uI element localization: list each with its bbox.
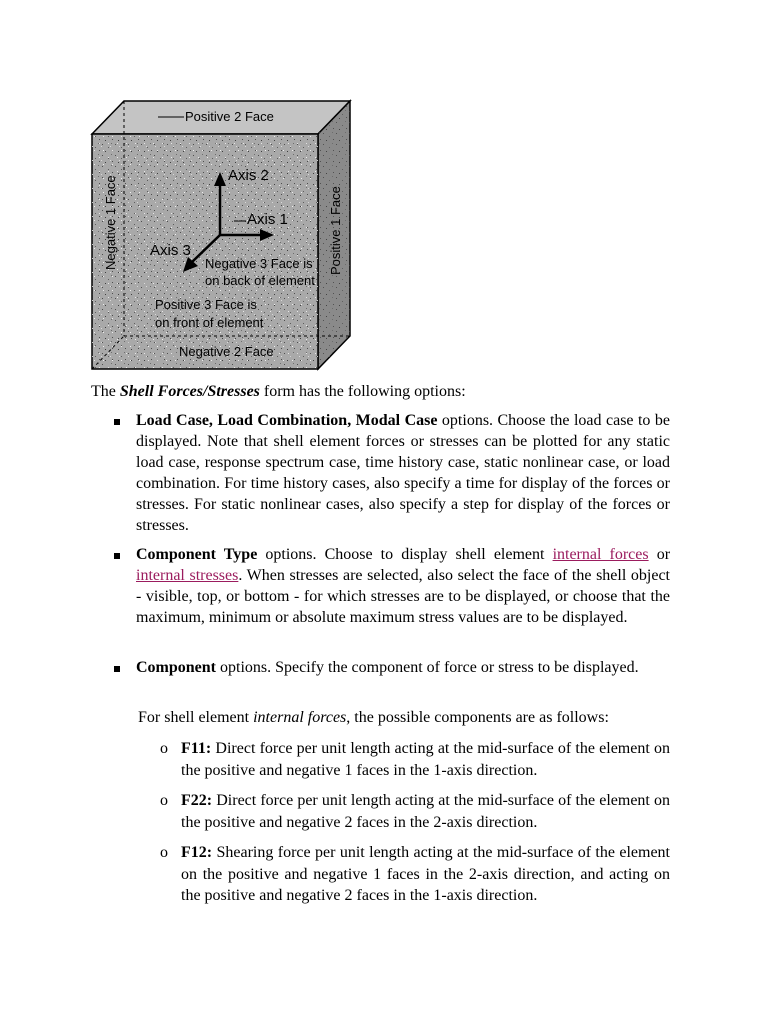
bullet-marker — [114, 553, 120, 559]
bullet-component: Component options. Specify the component of force or stress to be displayed. — [114, 657, 670, 678]
component-f12: o F12: Shearing force per unit length acting at the mid-surface of the element on the positive and negative 1 faces in the 2-axis direction, and acting on the positive and negative 2 faces in the 1-axis direction. — [160, 844, 670, 904]
negative-3-face-note-line2: on back of element — [205, 273, 315, 288]
component-name: F12: — [181, 844, 213, 861]
positive-1-face-label: Positive 1 Face — [328, 186, 343, 275]
negative-3-face-note-line1: Negative 3 Face is — [205, 256, 313, 271]
bullet-component-type: Component Type options. Choose to display shell element internal forces or internal stresses. When stresses are selected, also select the face of the shell object - visible, top, or bottom - for which stresses are to be displayed, or choose that the maximum, minimum or absolute maximum stress values are to be displayed. — [114, 544, 670, 628]
negative-2-face-label: Negative 2 Face — [179, 344, 274, 359]
bullet-title: Load Case, Load Combination, Modal Case — [136, 412, 438, 429]
form-name: Shell Forces/Stresses — [119, 383, 260, 400]
bullet-title: Component Type — [136, 546, 258, 563]
positive-3-face-note-line1: Positive 3 Face is — [155, 297, 257, 312]
internal-stresses-link[interactable]: internal stresses — [136, 567, 239, 584]
form-intro: The Shell Forces/Stresses form has the following options: — [91, 383, 466, 400]
axis-3-label: Axis 3 — [150, 242, 191, 259]
shell-element-diagram — [88, 98, 354, 372]
bullet-marker — [114, 419, 120, 425]
sub-bullet-marker: o — [160, 792, 168, 809]
bullet-title: Component — [136, 659, 217, 676]
positive-3-face-note-line2: on front of element — [155, 315, 264, 330]
internal-forces-link[interactable]: internal forces — [552, 546, 649, 563]
component-f11: o F11: Direct force per unit length acting at the mid-surface of the element on the positive and negative 1 faces in the 1-axis direction. — [160, 740, 670, 779]
components-intro: For shell element internal forces, the possible components are as follows: — [138, 709, 609, 726]
positive-2-face-label: Positive 2 Face — [185, 109, 274, 124]
component-name: F22: — [181, 792, 213, 809]
bullet-load-case: Load Case, Load Combination, Modal Case options. Choose the load case to be displayed. Note that shell element forces or stresses can be plotted for any static load case, response spectrum case, time history case, static nonlinear case, or load combination. For time history cases, also specify a time for display of the forces or stresses. For static nonlinear cases, also specify a step for display of the forces or stresses. — [114, 410, 670, 536]
component-f22: o F22: Direct force per unit length acting at the mid-surface of the element on the positive and negative 2 faces in the 2-axis direction. — [160, 792, 670, 831]
axis-1-label: Axis 1 — [247, 211, 288, 228]
negative-1-face-label: Negative 1 Face — [103, 175, 118, 270]
component-name: F11: — [181, 740, 212, 757]
sub-bullet-marker: o — [160, 740, 168, 757]
sub-bullet-marker: o — [160, 844, 168, 861]
axis-2-label: Axis 2 — [228, 167, 269, 184]
bullet-marker — [114, 666, 120, 672]
